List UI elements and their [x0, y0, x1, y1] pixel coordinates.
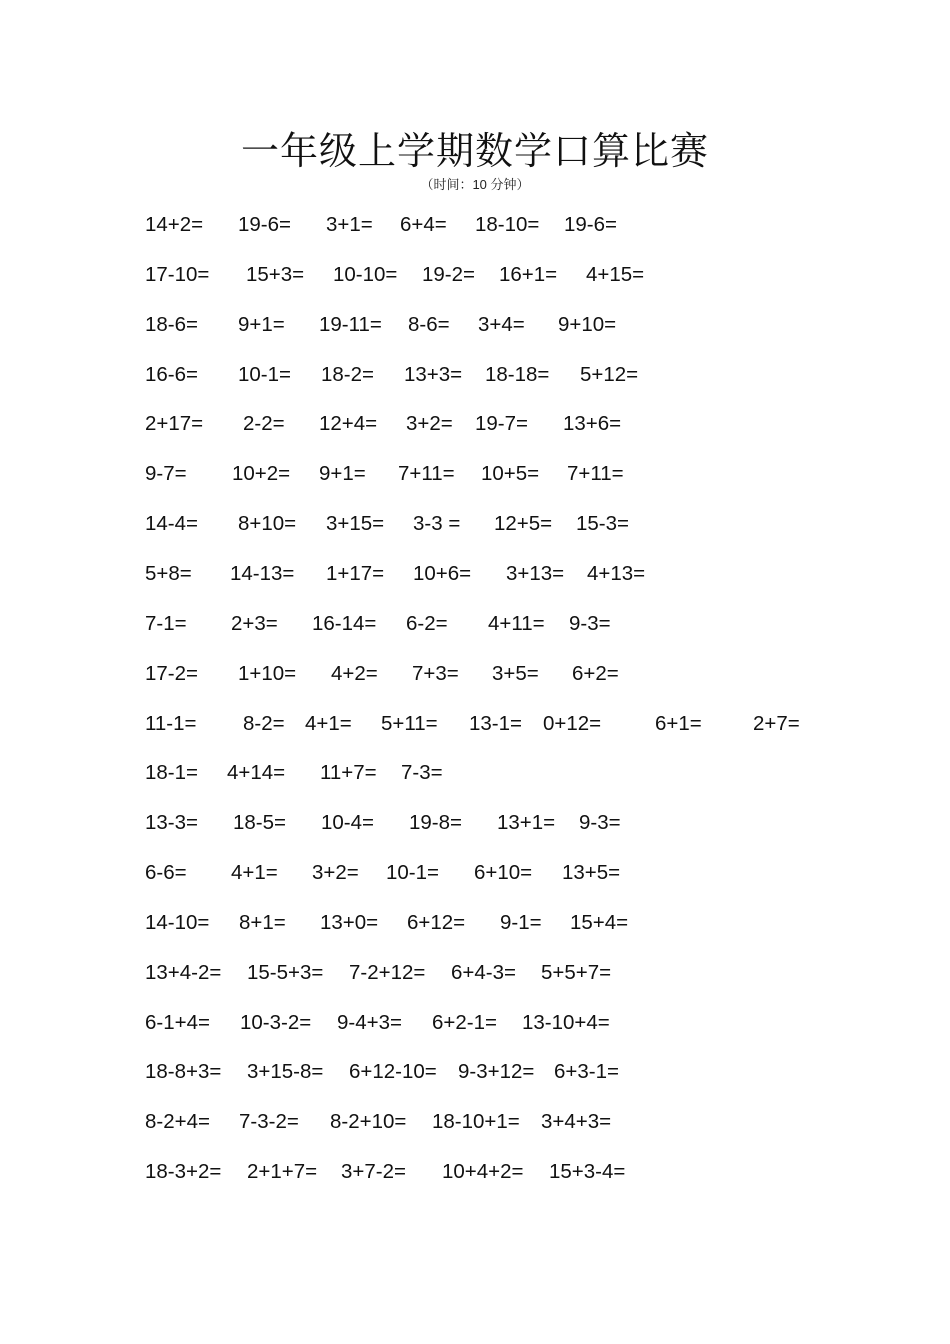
arithmetic-problem: 1+17=	[326, 561, 385, 585]
arithmetic-problem: 1+10=	[238, 661, 297, 685]
problem-row	[0, 859, 950, 887]
arithmetic-problem: 7-3-2=	[239, 1110, 299, 1134]
arithmetic-problem: 6+12=	[407, 910, 466, 934]
arithmetic-problem: 2-2=	[243, 412, 285, 436]
arithmetic-problem: 6+12-10=	[349, 1060, 437, 1084]
arithmetic-problem: 16-6=	[145, 362, 199, 386]
arithmetic-problem: 6-2=	[406, 611, 448, 635]
arithmetic-problem: 10-10=	[333, 262, 398, 286]
arithmetic-problem: 6+2=	[572, 661, 619, 685]
arithmetic-problem: 18-5=	[233, 811, 287, 835]
arithmetic-problem: 13-3=	[145, 811, 199, 835]
arithmetic-problem: 6+3-1=	[554, 1060, 619, 1084]
arithmetic-problem: 15-5+3=	[247, 960, 324, 984]
page-title: 一年级上学期数学口算比赛	[240, 129, 709, 173]
arithmetic-problem: 4+15=	[586, 262, 645, 286]
arithmetic-problem: 19-6=	[564, 213, 618, 236]
problem-row	[0, 311, 950, 339]
arithmetic-problem: 2+17=	[145, 412, 204, 436]
problem-row	[0, 1058, 950, 1086]
time-limit-note: （时间：10 分钟）	[420, 177, 530, 192]
arithmetic-problem: 10+4+2=	[442, 1160, 524, 1184]
problem-row	[0, 410, 950, 438]
arithmetic-problem: 3+15-8=	[247, 1060, 324, 1084]
arithmetic-problem: 9-1=	[500, 910, 542, 934]
arithmetic-problem: 19-6=	[238, 213, 292, 236]
arithmetic-problem: 6+4=	[400, 213, 447, 236]
arithmetic-problem: 3+13=	[506, 561, 565, 585]
problem-row	[0, 1158, 950, 1186]
arithmetic-problem: 6+10=	[474, 861, 533, 885]
arithmetic-problem: 19-8=	[409, 811, 463, 835]
problem-row	[0, 211, 950, 239]
arithmetic-problem: 6+2-1=	[432, 1010, 497, 1034]
arithmetic-problem: 10-3-2=	[240, 1010, 312, 1034]
arithmetic-problem: 8-2+10=	[330, 1110, 407, 1134]
arithmetic-problem: 7-2+12=	[349, 960, 426, 984]
arithmetic-problem: 7+11=	[567, 462, 624, 486]
arithmetic-problem: 7-1=	[145, 611, 187, 635]
problem-row	[0, 909, 950, 937]
arithmetic-problem: 9-3=	[569, 611, 611, 635]
arithmetic-problem: 11+7=	[320, 761, 377, 785]
arithmetic-problem: 18-3+2=	[145, 1160, 222, 1184]
arithmetic-problem: 18-10=	[475, 213, 540, 236]
arithmetic-problem: 10+6=	[413, 561, 472, 585]
arithmetic-problem: 2+7=	[753, 711, 800, 735]
arithmetic-problem: 18-18=	[485, 362, 550, 386]
arithmetic-problem: 12+4=	[319, 412, 378, 436]
arithmetic-problem: 9+1=	[238, 312, 285, 336]
problem-row	[0, 809, 950, 837]
arithmetic-problem: 3+1=	[326, 213, 373, 236]
arithmetic-problem: 17-2=	[145, 661, 199, 685]
arithmetic-problem: 9-3+12=	[458, 1060, 535, 1084]
arithmetic-problem: 9-4+3=	[337, 1010, 402, 1034]
arithmetic-problem: 3-3 =	[413, 512, 461, 536]
arithmetic-problem: 5+8=	[145, 561, 192, 585]
arithmetic-problem: 3+2=	[312, 861, 359, 885]
arithmetic-problem: 19-2=	[422, 262, 476, 286]
arithmetic-problem: 3+5=	[492, 661, 539, 685]
problem-row	[0, 261, 950, 289]
arithmetic-problem: 10+2=	[232, 462, 291, 486]
arithmetic-problem: 3+4+3=	[541, 1110, 612, 1134]
arithmetic-problem: 7+11=	[398, 462, 455, 486]
arithmetic-problem: 3+2=	[406, 412, 453, 436]
arithmetic-problem: 13+6=	[563, 412, 622, 436]
arithmetic-problem: 15+3-4=	[549, 1160, 626, 1184]
arithmetic-problem: 16+1=	[499, 262, 558, 286]
arithmetic-problem: 4+1=	[305, 711, 352, 735]
arithmetic-problem: 3+15=	[326, 512, 385, 536]
problem-row	[0, 460, 950, 488]
arithmetic-problem: 15+3=	[246, 262, 305, 286]
arithmetic-problem: 6-1+4=	[145, 1010, 210, 1034]
arithmetic-problem: 18-10+1=	[432, 1110, 520, 1134]
arithmetic-problem: 7-3=	[401, 761, 443, 785]
arithmetic-problem: 7+3=	[412, 661, 459, 685]
arithmetic-problem: 8-2=	[243, 711, 285, 735]
arithmetic-problem: 15-3=	[576, 512, 630, 536]
arithmetic-problem: 13+4-2=	[145, 960, 222, 984]
arithmetic-problem: 8-6=	[408, 312, 450, 336]
arithmetic-problem: 14+2=	[145, 213, 204, 236]
arithmetic-problem: 0+12=	[543, 711, 602, 735]
arithmetic-problem: 13+5=	[562, 861, 621, 885]
arithmetic-problem: 8+10=	[238, 512, 297, 536]
arithmetic-problem: 2+3=	[231, 611, 278, 635]
arithmetic-problem: 8+1=	[239, 910, 286, 934]
arithmetic-problem: 14-10=	[145, 910, 210, 934]
arithmetic-problem: 12+5=	[494, 512, 553, 536]
arithmetic-problem: 10-4=	[321, 811, 375, 835]
arithmetic-problem: 9+10=	[558, 312, 617, 336]
arithmetic-problem: 5+5+7=	[541, 960, 612, 984]
problem-row	[0, 1009, 950, 1037]
arithmetic-problem: 9-3=	[579, 811, 621, 835]
arithmetic-problem: 13+1=	[497, 811, 556, 835]
arithmetic-problem: 6+4-3=	[451, 960, 516, 984]
problem-row	[0, 510, 950, 538]
problem-row	[0, 759, 950, 787]
arithmetic-problem: 2+1+7=	[247, 1160, 318, 1184]
arithmetic-problem: 18-1=	[145, 761, 199, 785]
arithmetic-problem: 3+7-2=	[341, 1160, 406, 1184]
arithmetic-problem: 13-1=	[469, 711, 523, 735]
arithmetic-problem: 4+14=	[227, 761, 286, 785]
problem-row	[0, 660, 950, 688]
arithmetic-problem: 6-6=	[145, 861, 187, 885]
arithmetic-problem: 19-7=	[475, 412, 529, 436]
arithmetic-problem: 13+0=	[320, 910, 379, 934]
arithmetic-problem: 6+1=	[655, 711, 702, 735]
arithmetic-problem: 4+13=	[587, 561, 646, 585]
arithmetic-problem: 9-7=	[145, 462, 187, 486]
arithmetic-problem: 14-13=	[230, 561, 295, 585]
arithmetic-problem: 5+12=	[580, 362, 639, 386]
arithmetic-problem: 15+4=	[570, 910, 629, 934]
arithmetic-problem: 10-1=	[386, 861, 440, 885]
arithmetic-problem: 13+3=	[404, 362, 463, 386]
arithmetic-problem: 4+11=	[488, 611, 545, 635]
arithmetic-problem: 18-8+3=	[145, 1060, 222, 1084]
arithmetic-problem: 5+11=	[381, 711, 438, 735]
problem-row	[0, 710, 950, 738]
arithmetic-problem: 4+2=	[331, 661, 378, 685]
problem-row	[0, 610, 950, 638]
arithmetic-problem: 9+1=	[319, 462, 366, 486]
arithmetic-problem: 18-6=	[145, 312, 199, 336]
arithmetic-problem: 19-11=	[319, 312, 382, 336]
arithmetic-problem: 8-2+4=	[145, 1110, 210, 1134]
problem-row	[0, 1108, 950, 1136]
arithmetic-problem: 18-2=	[321, 362, 375, 386]
arithmetic-problem: 11-1=	[145, 711, 197, 735]
problem-row	[0, 361, 950, 389]
problem-row	[0, 560, 950, 588]
arithmetic-problem: 10+5=	[481, 462, 540, 486]
arithmetic-problem: 14-4=	[145, 512, 199, 536]
arithmetic-problem: 10-1=	[238, 362, 292, 386]
arithmetic-problem: 16-14=	[312, 611, 377, 635]
arithmetic-problem: 17-10=	[145, 262, 210, 286]
problem-row	[0, 959, 950, 987]
arithmetic-problem: 13-10+4=	[522, 1010, 610, 1034]
arithmetic-problem: 4+1=	[231, 861, 278, 885]
arithmetic-problem: 3+4=	[478, 312, 525, 336]
